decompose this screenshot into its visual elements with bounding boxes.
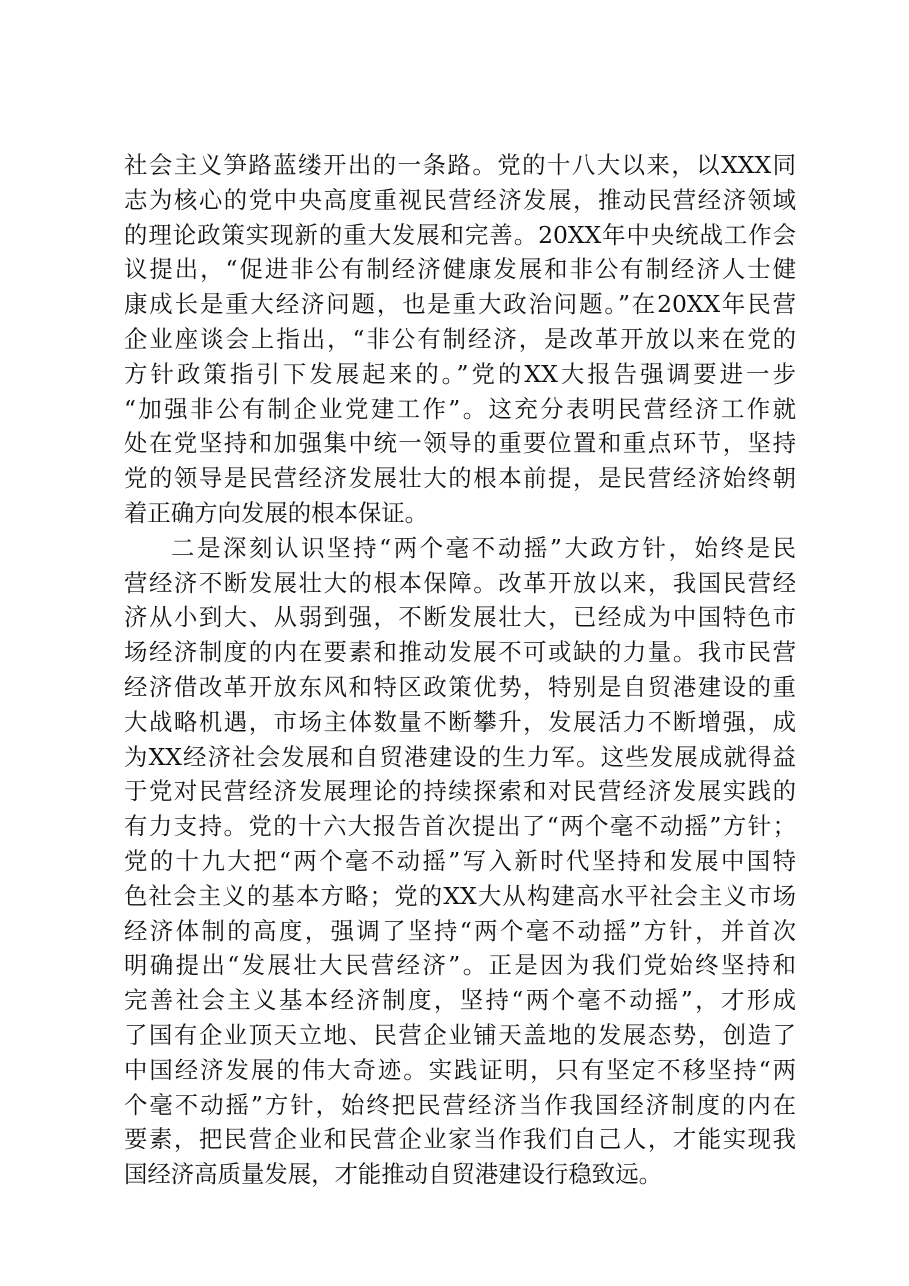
text-line: 议提出，“促进非公有制经济健康发展和非公有制经济人士健 <box>124 255 796 284</box>
text-line: 中国经济发展的伟大奇迹。实践证明，只有坚定不移坚持“两 <box>124 1055 796 1084</box>
text-line: 营经济不断发展壮大的根本保障。改革开放以来，我国民营经 <box>124 568 796 597</box>
text-line: 为XX经济社会发展和自贸港建设的生力军。这些发展成就得益 <box>124 742 796 771</box>
text-line: 康成长是重大经济问题，也是重大政治问题。”在20XX年民营 <box>124 290 796 319</box>
text-line: 要素，把民营企业和民营企业家当作我们自己人，才能实现我 <box>124 1125 796 1154</box>
text-line: 经济借改革开放东风和特区政策优势，特别是自贸港建设的重 <box>124 672 796 701</box>
text-line: 党的领导是民营经济发展壮大的根本前提，是民营经济始终朝 <box>124 464 796 493</box>
text-line: 于党对民营经济发展理论的持续探索和对民营经济发展实践的 <box>124 777 796 806</box>
text-line: 企业座谈会上指出，“非公有制经济，是改革开放以来在党的 <box>124 324 796 353</box>
text-line: 志为核心的党中央高度重视民营经济发展，推动民营经济领域 <box>124 185 796 214</box>
text-line: 色社会主义的基本方略；党的XX大从构建高水平社会主义市场 <box>124 881 796 910</box>
text-line: 的理论政策实现新的重大发展和完善。20XX年中央统战工作会 <box>124 220 796 249</box>
text-line: 大战略机遇，市场主体数量不断攀升，发展活力不断增强，成 <box>124 707 796 736</box>
text-line: 有力支持。党的十六大报告首次提出了“两个毫不动摇”方针； <box>124 812 796 841</box>
text-line: 济从小到大、从弱到强，不断发展壮大，已经成为中国特色市 <box>124 603 796 632</box>
body-text <box>124 148 796 1192</box>
text-line: 着正确方向发展的根本保证。 <box>124 498 429 527</box>
text-line: 明确提出“发展壮大民营经济”。正是因为我们党始终坚持和 <box>124 951 796 980</box>
text-line: 社会主义笋路蓝缕开出的一条路。党的十八大以来，以XXX同 <box>124 151 796 179</box>
text-line: 经济体制的高度，强调了坚持“两个毫不动摇”方针，并首次 <box>124 916 796 945</box>
text-line: 场经济制度的内在要素和推动发展不可或缺的力量。我市民营 <box>124 638 796 667</box>
paragraph-start-line: 二是深刻认识坚持“两个毫不动摇”大政方针，始终是民 <box>171 533 796 562</box>
text-line: 了国有企业顶天立地、民营企业铺天盖地的发展态势，创造了 <box>124 1020 796 1049</box>
text-line: 国经济高质量发展，才能推动自贸港建设行稳致远。 <box>124 1160 662 1189</box>
text-line: 处在党坚持和加强集中统一领导的重要位置和重点环节，坚持 <box>124 429 796 458</box>
text-line: 方针政策指引下发展起来的。”党的XX大报告强调要进一步 <box>124 359 796 388</box>
text-line: 完善社会主义基本经济制度，坚持“两个毫不动摇”，才形成 <box>124 986 796 1015</box>
text-line: 个毫不动摇”方针，始终把民营经济当作我国经济制度的内在 <box>124 1090 796 1119</box>
text-line: 党的十九大把“两个毫不动摇”写入新时代坚持和发展中国特 <box>124 846 796 875</box>
text-line: “加强非公有制企业党建工作”。这充分表明民营经济工作就 <box>124 394 796 423</box>
